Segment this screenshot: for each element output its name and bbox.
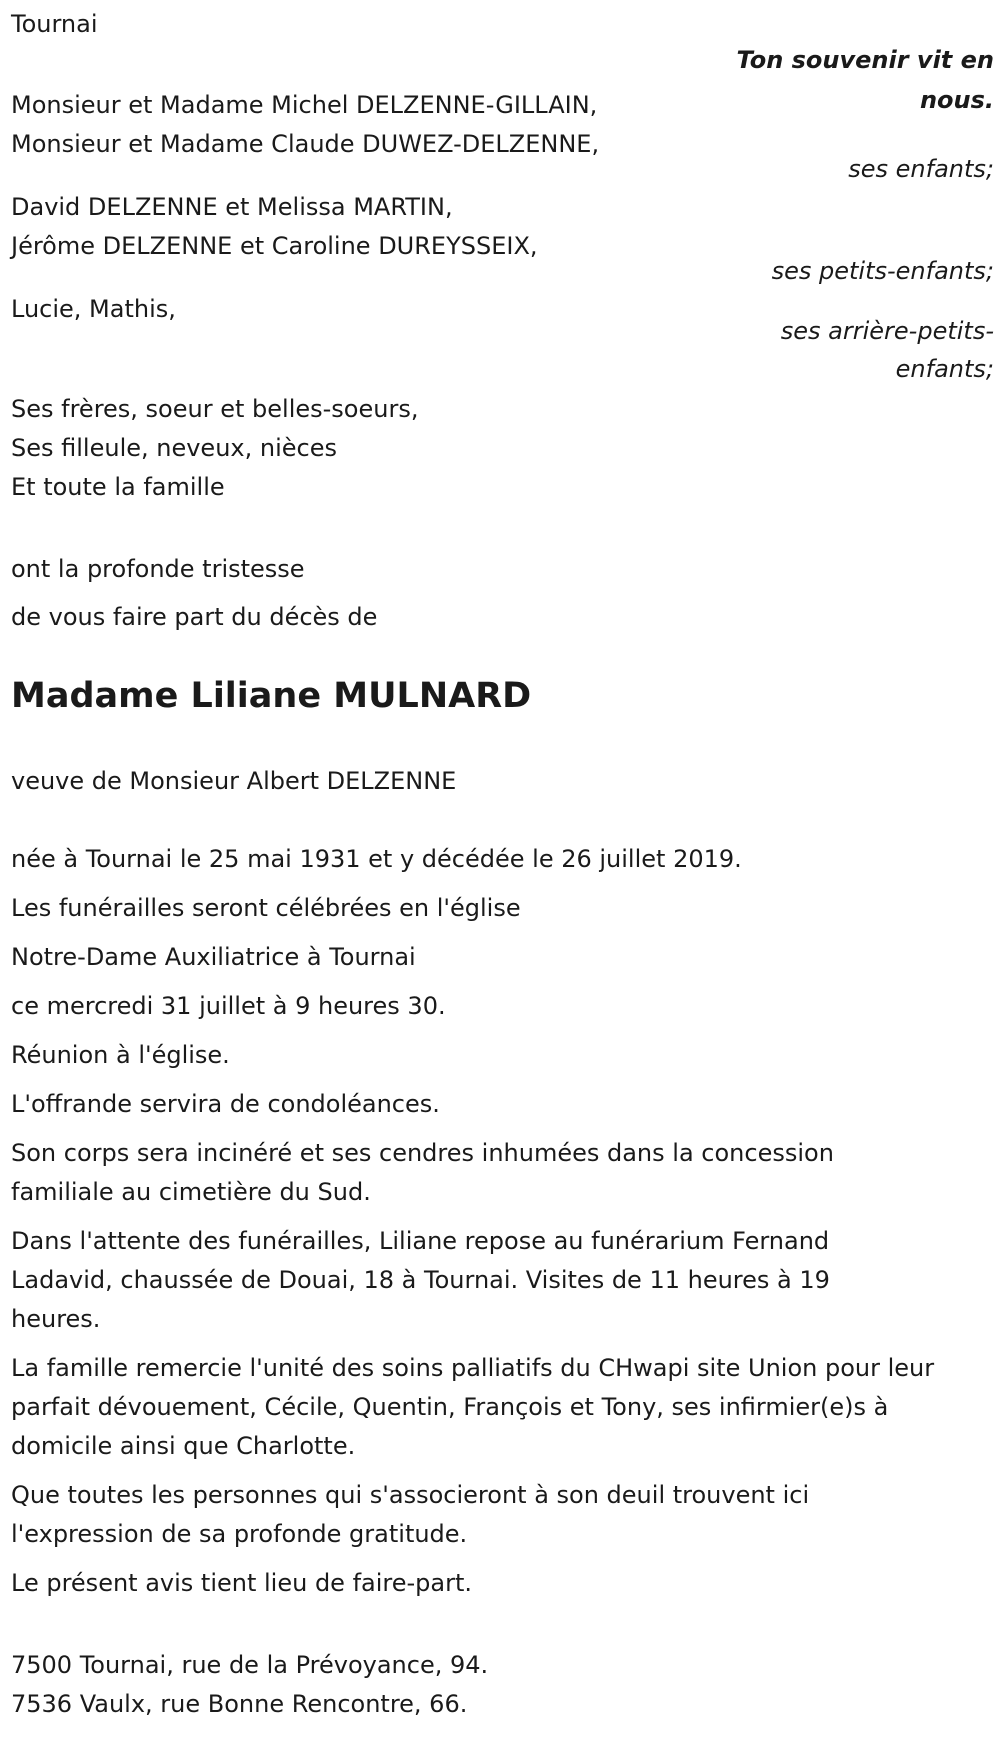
children-label: ses enfants; (848, 155, 994, 183)
address-line-1: 7500 Tournai, rue de la Prévoyance, 94. (11, 1651, 489, 1679)
detail-funerarium: Dans l'attente des funérailles, Liliane repose au funérarium Fernand Ladavid, chaussée de Douai, 18 à Tournai. Visites de 11 heures à 19 heures. (11, 1227, 830, 1333)
detail-gratitude: Que toutes les personnes qui s'associeront à son deuil trouvent ici l'expression de sa profonde gratitude. (11, 1481, 810, 1548)
announcement-line-1: ont la profonde tristesse (11, 555, 305, 583)
grandchild-line-1: David DELZENNE et Melissa MARTIN, (11, 193, 453, 221)
great-grandchildren-label: ses arrière-petits-enfants; (780, 317, 994, 383)
others-line-2: Ses filleule, neveux, nièces (11, 434, 337, 462)
address-line-2: 7536 Vaulx, rue Bonne Rencontre, 66. (11, 1690, 468, 1718)
detail-birth-death: née à Tournai le 25 mai 1931 et y décédée le 26 juillet 2019. (11, 845, 742, 873)
motto: Ton souvenir vit en nous. (736, 46, 994, 114)
detail-offering: L'offrande servira de condoléances. (11, 1090, 440, 1118)
detail-thanks: La famille remercie l'unité des soins palliatifs du CHwapi site Union pour leur parfait dévouement, Cécile, Quentin, François et Tony, ses infirmier(e)s à domicile ainsi que Charlotte. (11, 1354, 935, 1460)
detail-cremation: Son corps sera incinéré et ses cendres inhumées dans la concession familiale au cimetière du Sud. (11, 1139, 834, 1206)
detail-funeral-church: Les funérailles seront célébrées en l'église (11, 894, 521, 922)
detail-funeral-date: ce mercredi 31 juillet à 9 heures 30. (11, 992, 446, 1020)
deceased-name: Madame Liliane MULNARD (11, 676, 532, 716)
announcement-line-2: de vous faire part du décès de (11, 603, 378, 631)
detail-church-name: Notre-Dame Auxiliatrice à Tournai (11, 943, 416, 971)
detail-notice: Le présent avis tient lieu de faire-part. (11, 1569, 473, 1597)
city-header: Tournai (11, 10, 98, 38)
others-line-3: Et toute la famille (11, 473, 225, 501)
widow-of: veuve de Monsieur Albert DELZENNE (11, 767, 457, 795)
detail-meeting: Réunion à l'église. (11, 1041, 230, 1069)
child-line-1: Monsieur et Madame Michel DELZENNE-GILLAIN, (11, 91, 598, 119)
great-grandchild-line: Lucie, Mathis, (11, 295, 176, 323)
child-line-2: Monsieur et Madame Claude DUWEZ-DELZENNE, (11, 130, 600, 158)
grandchildren-label: ses petits-enfants; (771, 257, 994, 285)
relations-column (694, 40, 994, 383)
grandchild-line-2: Jérôme DELZENNE et Caroline DUREYSSEIX, (11, 232, 538, 260)
others-line-1: Ses frères, soeur et belles-soeurs, (11, 395, 419, 423)
